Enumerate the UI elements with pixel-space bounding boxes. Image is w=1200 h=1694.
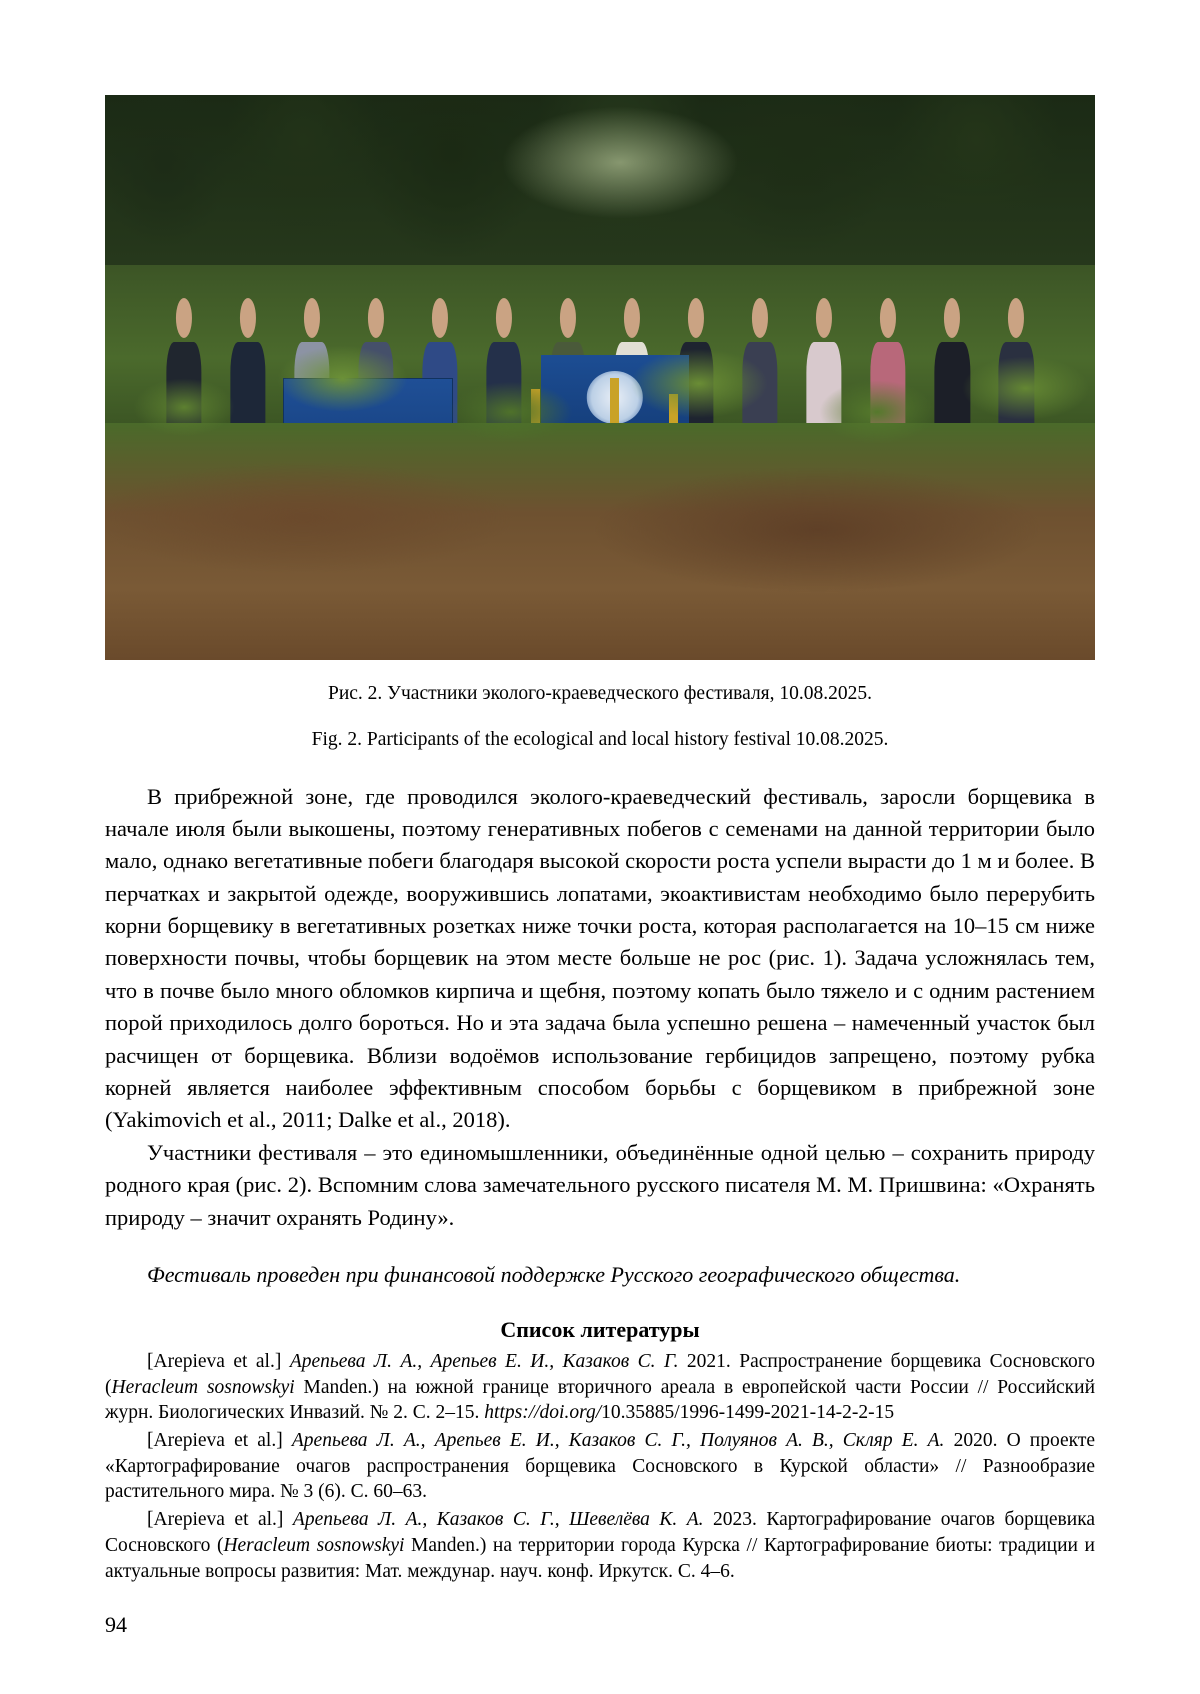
reference-item xyxy=(105,1507,1095,1584)
reference-authors: Арепьева Л. А., Арепьев Е. И., Казаков С. Г. xyxy=(289,1350,679,1372)
reference-text-2: Manden.) на южной границе вторичного ареала в европейской части России // Российский журн. Биологических Инвазий. № 2. С. 2–15. xyxy=(105,1376,1096,1424)
reference-bracket: [Arepieva et al.] xyxy=(147,1350,282,1372)
figure-caption-ru: Рис. 2. Участники эколого-краеведческого фестиваля, 10.08.2025. xyxy=(327,683,873,704)
photo-cut-hogweed xyxy=(105,265,1095,502)
reference-authors: Арепьева Л. А., Арепьев Е. И., Казаков С. Г., Полуянов А. В., Скляр Е. А. xyxy=(291,1430,945,1451)
paragraph-2: Участники фестиваля – это единомышленники, объединённые одной целью – сохранить природу родного края (рис. 2). Вспомним слова замечательного русского писателя М. М. Пришвина: «Охранять природу – значит охранять Родину». xyxy=(105,1139,1095,1230)
reference-item xyxy=(105,1428,1095,1505)
paragraph-1: В прибрежной зоне, где проводился эколого-краеведческий фестиваль, заросли борщевика в начале июля были выкошены, поэтому генеративных побегов с семенами на данной территории было мало, однако вегетативные побеги благодаря высокой скорости роста успели вырасти до 1 м и более. В перчатках и закрытой одежде, вооружившись лопатами, экоактивистам необходимо было перерубить корни борщевику в вегетативных розетках ниже точки роста, которая располагается на 10–15 см ниже поверхности почвы, чтобы борщевик на этом месте больше не рос (рис. 1). Задача усложнялась тем, что в почве было много обломков кирпича и щебня, поэтому копать было тяжело и с одним растением порой приходилось долго бороться. Но и эта задача была успешно решена – намеченный участок был расчищен от борщевика. Вблизи водоёмов использование гербицидов запрещено, поэтому рубка корней является наиболее эффективным способом борьбы с борщевиком в прибрежной зоне (Yakimovich et al., 2011; Dalke et al., 2018). xyxy=(105,783,1095,1133)
figure-caption-en: Fig. 2. Participants of the ecological and local history festival 10.08.2025. xyxy=(311,729,889,751)
reference-latin-name: Heracleum sosnowskyi xyxy=(111,1376,295,1398)
festival-photo xyxy=(105,95,1095,660)
reference-latin-name: Heracleum sosnowskyi xyxy=(223,1534,405,1556)
reference-bracket: [Arepieva et al.] xyxy=(147,1430,283,1451)
reference-text: 2020. О проекте «Картографирование очагов распространения борщевика Сосновского в Курской области» // Разнообразие растительного мира. № 3 (6). С. 60–63. xyxy=(105,1430,1096,1503)
photo-sun-patch xyxy=(501,106,739,219)
reference-authors: Арепьева Л. А., Казаков С. Г., Шевелёва К. А. xyxy=(292,1509,704,1531)
reference-text: 2023. Картографирование очагов борщевика Сосновского ( xyxy=(105,1509,1096,1556)
references-title: Список литературы xyxy=(500,1316,700,1342)
reference-doi-suffix[interactable]: 10.35885/1996-1499-2021-14-2-2-15 xyxy=(601,1402,895,1424)
reference-text-2: Manden.) на территории города Курска // Картографирование биоты: традиции и актуальные вопросы развития: Мат. междунар. науч. конф. Иркутск. С. 4–6. xyxy=(105,1534,1095,1582)
page-number: 94 xyxy=(105,1612,127,1637)
reference-text: 2021. Распространение борщевика Сосновского ( xyxy=(105,1350,1096,1398)
funding-note: Фестиваль проведен при финансовой поддержке Русского географического общества. xyxy=(147,1262,961,1287)
reference-item xyxy=(105,1349,1095,1426)
figure-2 xyxy=(105,95,1095,755)
reference-doi-prefix[interactable]: https://doi.org/ xyxy=(484,1402,602,1424)
reference-bracket: [Arepieva et al.] xyxy=(147,1509,284,1531)
body-text xyxy=(105,781,1095,1234)
